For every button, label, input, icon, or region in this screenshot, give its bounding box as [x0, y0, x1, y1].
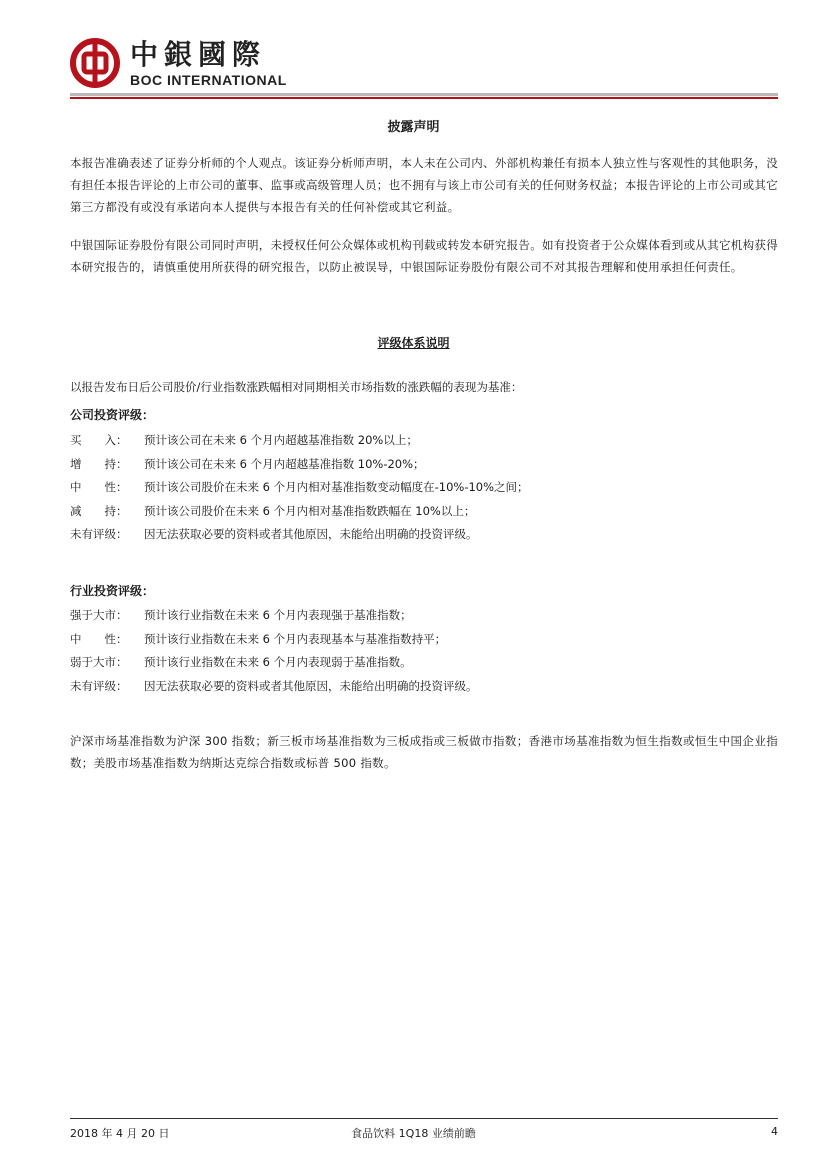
rating-label: 中 性： — [70, 480, 128, 494]
rating-row — [70, 429, 778, 453]
rating-row — [70, 500, 778, 524]
rating-label: 未有评级： — [70, 678, 128, 693]
rating-row — [70, 453, 778, 477]
boc-logo — [70, 38, 310, 90]
industry-rating-heading: 行业投资评级： — [70, 584, 155, 598]
rating-description: 预计该公司股价在未来 6 个月内相对基准指数跌幅在 10%以上； — [144, 503, 476, 518]
disclosure-paragraph-1: 本报告准确表述了证券分析师的个人观点。该证券分析师声明，本人未在公司内、外部机构兼任有损本人独立性与客观性的其他职务，没有担任本报告评论的上市公司的董事、监事或高级管理人员；也不拥有与该上市公司有关的任何财务权益；本报告评论的上市公司或其它第三方都没有或没有承诺向本人提供与本报告有关的任何补偿或其它利益。 — [70, 156, 778, 214]
bank-of-china-emblem-icon — [70, 38, 120, 88]
footer-divider — [70, 1118, 778, 1119]
rating-row — [70, 651, 778, 675]
rating-description: 因无法获取必要的资料或者其他原因，未能给出明确的投资评级。 — [144, 678, 478, 693]
header-divider-red — [70, 97, 778, 99]
disclosure-title: 披露声明 — [387, 120, 440, 135]
rating-description: 预计该行业指数在未来 6 个月内表现强于基准指数； — [144, 608, 412, 622]
rating-label: 强于大市： — [70, 608, 128, 622]
company-rating-heading: 公司投资评级： — [70, 408, 155, 422]
rating-label: 弱于大市： — [70, 655, 128, 669]
report-date: 2018 年 4 月 20 日 — [70, 1127, 170, 1140]
rating-label: 未有评级： — [70, 527, 128, 541]
report-title: 食品饮料 1Q18 业绩前瞻 — [351, 1127, 476, 1140]
company-rating-list — [70, 429, 778, 547]
rating-row — [70, 675, 778, 699]
rating-row — [70, 476, 778, 500]
rating-description: 预计该行业指数在未来 6 个月内表现基本与基准指数持平； — [144, 631, 447, 646]
rating-row — [70, 628, 778, 652]
brand-name-english: BOC INTERNATIONAL — [130, 72, 287, 88]
brand-name-chinese: 中銀國際 — [130, 38, 267, 71]
benchmark-note: 沪深市场基准指数为沪深 300 指数；新三板市场基准指数为三板成指或三板做市指数；香港市场基准指数为恒生指数或恒生中国企业指数；美股市场基准指数为纳斯达克综合指数或标普 500 指数。 — [70, 734, 778, 770]
rating-description: 预计该公司在未来 6 个月内超越基准指数 20%以上； — [144, 433, 418, 447]
rating-row — [70, 604, 778, 628]
page-number: 4 — [771, 1125, 778, 1138]
rating-intro: 以报告发布日后公司股价/行业指数涨跌幅相对同期相关市场指数的涨跌幅的表现为基准： — [70, 380, 523, 394]
industry-rating-list — [70, 604, 778, 698]
rating-description: 预计该行业指数在未来 6 个月内表现弱于基准指数。 — [144, 655, 412, 669]
rating-description: 因无法获取必要的资料或者其他原因，未能给出明确的投资评级。 — [144, 527, 478, 541]
rating-system-title: 评级体系说明 — [377, 336, 450, 350]
rating-description: 预计该公司在未来 6 个月内超越基准指数 10%-20%； — [144, 456, 425, 471]
rating-label: 减 持： — [70, 503, 128, 518]
rating-label: 中 性： — [70, 631, 128, 646]
disclosure-paragraph-2: 中银国际证券股份有限公司同时声明，未授权任何公众媒体或机构刊载或转发本研究报告。如有投资者于公众媒体看到或从其它机构获得本研究报告的，请慎重使用所获得的研究报告，以防止被误导，中银国际证券股份有限公司不对其报告理解和使用承担任何责任。 — [70, 238, 778, 274]
header-divider-grey — [70, 93, 778, 96]
rating-label: 增 持： — [70, 456, 128, 471]
rating-row — [70, 523, 778, 547]
rating-description: 预计该公司股价在未来 6 个月内相对基准指数变动幅度在-10%-10%之间； — [144, 480, 529, 494]
rating-label: 买 入： — [70, 433, 128, 447]
